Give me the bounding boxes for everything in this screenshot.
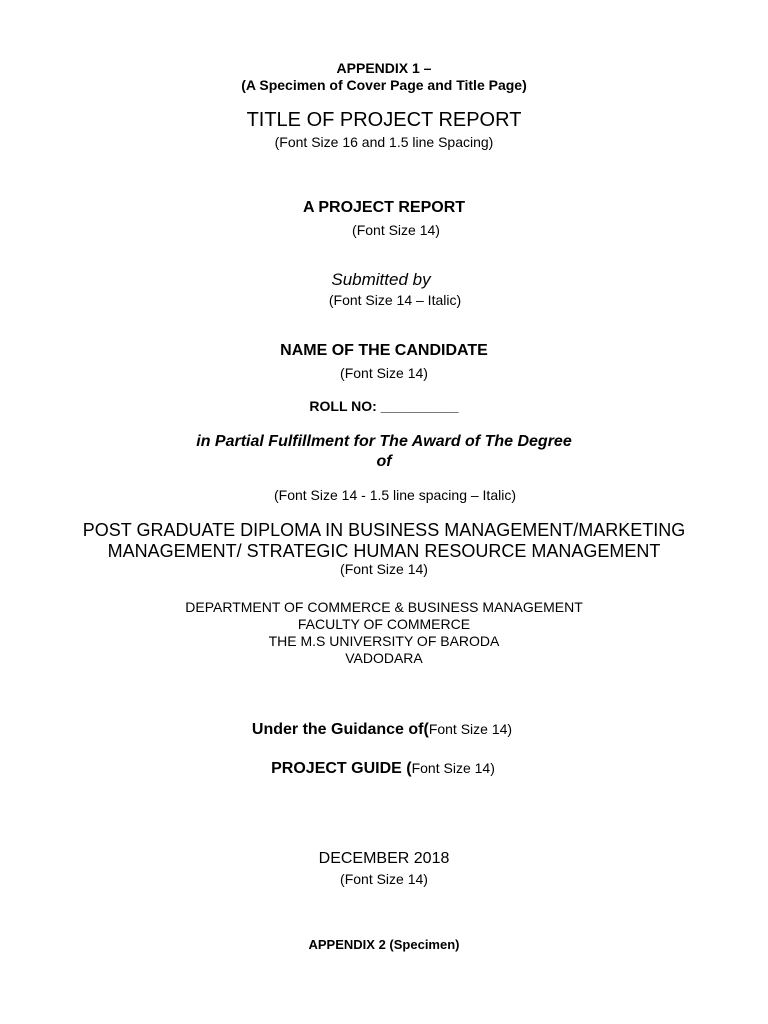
university-name: THE M.S UNIVERSITY OF BARODA [268, 633, 500, 649]
candidate-note: (Font Size 14) [340, 365, 428, 381]
degree-line-2: MANAGEMENT/ STRATEGIC HUMAN RESOURCE MANAGEMENT [107, 541, 661, 561]
department-name: DEPARTMENT OF COMMERCE & BUSINESS MANAGEMENT [185, 599, 583, 615]
appendix-1-heading: APPENDIX 1 – [336, 60, 432, 76]
fulfillment-note: (Font Size 14 - 1.5 line spacing – Italic) [273, 487, 516, 503]
appendix-1-subheading: (A Specimen of Cover Page and Title Page) [241, 77, 527, 93]
roll-number: ROLL NO: __________ [309, 398, 459, 414]
fulfillment-line-2: of [376, 453, 392, 470]
project-guide-line [0, 761, 767, 777]
degree-note: (Font Size 14) [340, 561, 428, 577]
city-name: VADODARA [345, 650, 423, 666]
guidance-line [0, 722, 766, 738]
report-title-note: (Font Size 16 and 1.5 line Spacing) [274, 134, 494, 150]
faculty-name: FACULTY OF COMMERCE [297, 616, 471, 632]
appendix-2-heading: APPENDIX 2 (Specimen) [308, 937, 460, 952]
report-title: TITLE OF PROJECT REPORT [246, 109, 522, 131]
submitted-by-note: (Font Size 14 – Italic) [328, 292, 462, 308]
degree-line-1: POST GRADUATE DIPLOMA IN BUSINESS MANAGEMENT/MARKETING [82, 520, 686, 540]
project-report-note: (Font Size 14) [352, 222, 440, 238]
fulfillment-line-1: in Partial Fulfillment for The Award of The Degree [196, 433, 572, 450]
candidate-name: NAME OF THE CANDIDATE [280, 342, 488, 359]
project-guide-note: Font Size 14) [411, 760, 495, 776]
project-report-label: A PROJECT REPORT [302, 199, 466, 216]
guidance-note: Font Size 14) [428, 721, 513, 737]
submission-date-note: (Font Size 14) [340, 871, 428, 887]
submission-date: DECEMBER 2018 [318, 850, 450, 867]
guidance-label: Under the Guidance of( [251, 721, 429, 738]
project-guide-label: PROJECT GUIDE ( [271, 760, 412, 777]
submitted-by-label: Submitted by [331, 270, 431, 289]
